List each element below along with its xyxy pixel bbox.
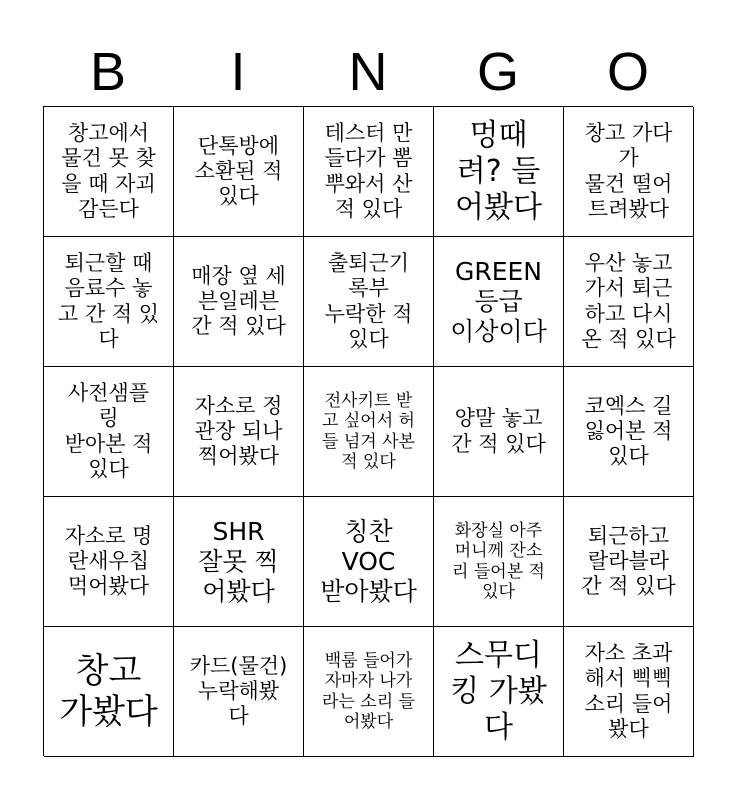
bingo-cell[interactable]: 테스터 만 들다가 뽐 뿌와서 산 적 있다: [304, 107, 434, 237]
bingo-cell[interactable]: 카드(물건) 누락해봤 다: [174, 627, 304, 757]
bingo-cell[interactable]: 자소 초과 해서 삑삑 소리 들어 봤다: [564, 627, 694, 757]
bingo-cell[interactable]: 양말 놓고 간 적 있다: [434, 367, 564, 497]
bingo-cell[interactable]: 창고 가봤다: [44, 627, 174, 757]
bingo-cell[interactable]: 자소로 정 관장 되나 찍어봤다: [174, 367, 304, 497]
bingo-cell[interactable]: 창고에서 물건 못 찾 을 때 자괴 감든다: [44, 107, 174, 237]
bingo-cell[interactable]: 사전샘플 링 받아본 적 있다: [44, 367, 174, 497]
bingo-cell[interactable]: 스무디 킹 가봤 다: [434, 627, 564, 757]
bingo-cell[interactable]: 창고 가다 가 물건 떨어 트려봤다: [564, 107, 694, 237]
bingo-cell[interactable]: 퇴근하고 랄라블라 간 적 있다: [564, 497, 694, 627]
header-letter-o: O: [606, 42, 649, 102]
header-letter-g: G: [476, 42, 519, 102]
bingo-cell[interactable]: 백룸 들어가 자마자 나가 라는 소리 들 어봤다: [304, 627, 434, 757]
bingo-cell[interactable]: 단톡방에 소환된 적 있다: [174, 107, 304, 237]
header-letter-b: B: [89, 42, 127, 102]
bingo-cell[interactable]: 칭찬 VOC 받아봤다: [304, 497, 434, 627]
bingo-header: [43, 38, 693, 106]
bingo-cell[interactable]: 코엑스 길 잃어본 적 있다: [564, 367, 694, 497]
bingo-cell[interactable]: GREEN 등급 이상이다: [434, 237, 564, 367]
bingo-cell[interactable]: 우산 놓고 가서 퇴근 하고 다시 온 적 있다: [564, 237, 694, 367]
bingo-cell[interactable]: 화장실 아주 머니께 잔소 리 들어본 적 있다: [434, 497, 564, 627]
bingo-cell[interactable]: SHR 잘못 찍 어봤다: [174, 497, 304, 627]
bingo-cell[interactable]: 전사키트 받 고 싶어서 허 들 넘겨 사본 적 있다: [304, 367, 434, 497]
bingo-cell[interactable]: 자소로 명 란새우칩 먹어봤다: [44, 497, 174, 627]
bingo-board: [43, 106, 693, 756]
bingo-cell[interactable]: 퇴근할 때 음료수 놓 고 간 적 있 다: [44, 237, 174, 367]
bingo-cell[interactable]: 멍때 려? 들 어봤다: [434, 107, 564, 237]
bingo-cell[interactable]: 매장 옆 세 븐일레븐 간 적 있다: [174, 237, 304, 367]
header-letter-n: N: [348, 42, 388, 102]
header-letter-i: I: [230, 42, 246, 102]
bingo-cell[interactable]: 출퇴근기 록부 누락한 적 있다: [304, 237, 434, 367]
